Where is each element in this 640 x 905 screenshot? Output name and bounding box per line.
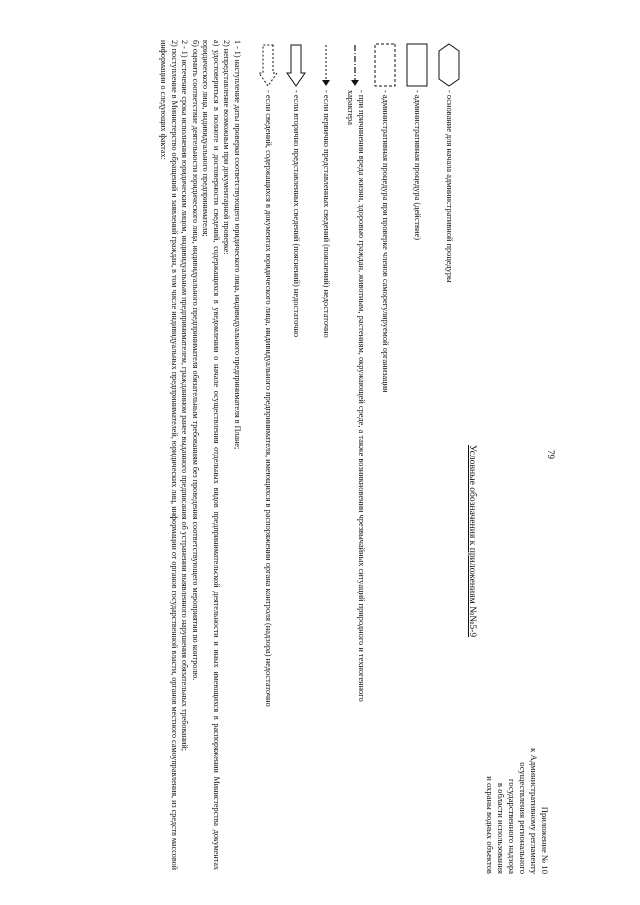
note-paragraph: 1 - 1) наступление даты проверки соответствующего юридического лица, индивидуального предпринимателя в Плане;: [233, 40, 242, 450]
appendix-line: государственного надзора: [507, 778, 517, 874]
legend-text: - при причинении вреда жизни, здоровью граждан, животным, растениям, окружающей среде, а также возникновении чрезвычайных ситуаций природного и техногенного характера: [346, 90, 366, 702]
legend-title: Условные обозначения к приложениям №№5-9: [467, 445, 478, 638]
note-paragraph: 2 - 1) истечение срока исполнения юридическим лицом, индивидуальным предпринимателем, гражданином ранее выданного предписания об устранении выявленного нарушения обязательных требований;: [180, 40, 190, 751]
legend-text: - если вторично представленных сведений (пояснений) недостаточно: [292, 90, 302, 338]
appendix-line: и охраны водных объектов: [485, 776, 495, 874]
hexagon-symbol: [438, 40, 460, 90]
legend-text: - если сведений, содержащихся в документах юридического лица, индивидуального предпринимателя, имеющихся в распоряжении органа контроля (надзора) недостаточно: [264, 90, 274, 707]
legend-row-dashed-rectangle: [374, 40, 396, 393]
legend-row-rectangle: [406, 40, 428, 240]
appendix-line: Приложение № 10: [540, 806, 550, 874]
rectangle-symbol: [406, 40, 428, 90]
dashed-block-arrow-symbol: [258, 40, 278, 90]
block-arrow-symbol: [286, 40, 306, 90]
note-paragraph: 2) непредставление возможным при документарной проверке:: [222, 40, 232, 255]
legend-row-dash-dot-arrow: [345, 40, 366, 710]
legend-row-dashed-block-arrow: [258, 40, 278, 710]
dashed-rectangle-symbol: [374, 40, 396, 90]
dash-dot-arrow-symbol: [350, 40, 362, 90]
legend-row-hexagon: [438, 40, 460, 283]
appendix-line: осуществления регионального: [518, 762, 528, 874]
legend-text: - административная процедура при проверке членов саморегулируемой организации: [381, 90, 391, 393]
legend-row-block-arrow: [286, 40, 306, 337]
note-paragraph: 2) поступление в Министерство обращений и заявлений граждан, в том числе индивидуальных предпринимателей, юридических лиц, информации от органов государственной власти, органов местного самоуправления, из средств массовой информации о следующих фактах:: [159, 40, 179, 870]
page-number: 79: [546, 450, 556, 459]
legend-text: - если первично представленных сведений (пояснений) недостаточно: [322, 90, 332, 338]
rotated-content: [80, 40, 560, 880]
appendix-header: [484, 748, 550, 874]
notes-block: [158, 40, 242, 870]
legend-text: - основание для начала административной процедуры: [445, 90, 455, 283]
dashed-arrow-symbol: [320, 40, 332, 90]
legend-row-dashed-arrow: [320, 40, 332, 338]
appendix-line: к Административному регламенту: [529, 748, 539, 874]
appendix-line: в области использования: [496, 782, 506, 874]
legend-text: - административная процедура (действие): [413, 90, 423, 240]
note-paragraph: б) оценить соответствие деятельности юридического лица, индивидуального предпринимателя обязательным требованиям без проведения соответствующего мероприятия по контролю.: [190, 40, 200, 681]
note-paragraph: а) удостовериться в полноте и достоверности сведений, содержащихся в уведомлении о начале осуществления отдельных видов предпринимательской деятельности и иных имеющихся в распоряжении Министерства документах юридического лица, индивидуального предпринимателя;: [201, 40, 221, 870]
